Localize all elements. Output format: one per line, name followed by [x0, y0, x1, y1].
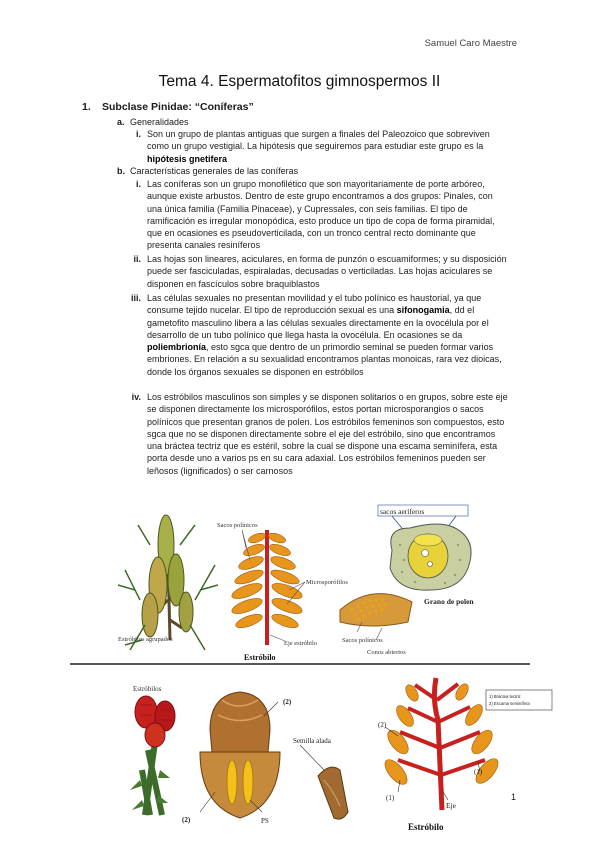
- item-number: ii.: [133, 254, 141, 264]
- subsection-a-label: a.: [117, 117, 125, 127]
- item-text: , dd el gametofito masculino libera a las células sexuales directamente en la ovocélula por el desarrollo de un tubo polínico que llega hasta la ovocélula. En ocasiones se da: [147, 305, 489, 340]
- item-number: iv.: [131, 392, 141, 402]
- subsection-a-title: Generalidades: [130, 117, 189, 127]
- label-sacos-polinicos-cono: Sacos polínicos: [342, 637, 383, 644]
- section-number: 1.: [82, 101, 91, 113]
- page-title: Tema 4. Espermatofitos gimnospermos II: [158, 73, 441, 90]
- male-strobilus-diagram: [230, 530, 305, 645]
- item-text: Las hojas son lineares, aciculares, en forma de punzón o escuamiformes; y su disposición puede ser fasciculadas, espiraladas, decusadas o verticiladas. Las hojas aciculares se disponen en fascículos sobre braquiblastos: [147, 254, 507, 289]
- item-bold-term: poliembrionía: [147, 342, 207, 353]
- label-microsporofilos: Microsporófilos: [306, 579, 348, 586]
- item-number: i.: [135, 179, 141, 189]
- item-bold-term: sifonogamia: [396, 305, 450, 316]
- label-estrobilo: Estróbilo: [244, 653, 276, 662]
- winged-seed-illustration: [300, 745, 348, 819]
- label-sacos-polinicos: Sacos polínicos: [217, 522, 258, 529]
- subsection-b-title: Características generales de las coníferas: [130, 166, 299, 176]
- female-cones-illustration: [130, 696, 175, 815]
- label-1-left: (1): [386, 794, 395, 802]
- label-estrobilos-agrupados: Estróbilos agrupados: [118, 636, 173, 643]
- item-bold-term: hipótesis gnetifera: [147, 153, 228, 164]
- page-number: 1: [511, 792, 517, 802]
- item-number: i.: [135, 129, 141, 139]
- item-text: Son un grupo de plantas antiguas que surgen a finales del Paleozoico que sobreviven como un grupo vestigial. La hipótesis que seguiremos para estudiar este grupo es la: [147, 129, 490, 152]
- item-text: Los estróbilos masculinos son simples y se disponen solitarios o en grupos, sobre este eje se disponen directamente los microsporófilos, estos portan microsporangios o sacos polínicos que presentan granos de polen. Los estróbilos femeninos son compuestos, esto sgca que no se disponen directamente sobre el eje del estróbilo, sino que encontramos una bráctea tectriz que es estéril, sobre la cual se dispone una escama seminífera, esta porta desde uno a varios ps en su cara adaxial. Los estróbilos femeninos pueden ser leñosos (lignificados) o ser carnosos: [147, 392, 508, 476]
- male-cone-cluster-illustration: [118, 515, 218, 650]
- author-name: Samuel Caro Maestre: [424, 38, 517, 49]
- item-number: iii.: [130, 293, 141, 303]
- label-2-scale-top: (2): [283, 698, 292, 706]
- item-text: Las coníferas son un grupo monofilético que son mayoritariamente de porte arbóreo, aunque existe arbustos. Dentro de este grupo encontramos a dos grupos: Pinales, con una única familia (Familia Pinaceae), y Cupressales, con seis familias. El tipo de ramificación es irregular monopódica, esto produce un tipo de copa de forma piramidal, que en ocasiones es pseudoverticilada, con un tronco central recto dominante que presenta canales resiníferos: [147, 179, 495, 251]
- label-2-scale-bottom: (2): [182, 816, 191, 824]
- legend-bractea: 1) Bráctea tectriz: [489, 694, 521, 699]
- section-title: Subclase Pinidae: “Coníferas”: [102, 101, 254, 113]
- item-text: , esto sgca que dentro de un primordio seminal se pueden formar varios embriones. En relación a su sexualidad encontramos plantas monoicas, rara vez dioicas, donde los órganos sexuales se disponen en estróbilos: [147, 342, 502, 377]
- label-sacos-aeriferos: sacos aeríferos: [380, 507, 425, 516]
- subsection-b-label: b.: [117, 166, 125, 176]
- label-grano-polen: Grano de polen: [424, 597, 474, 606]
- label-eje: Eje: [446, 801, 456, 810]
- pollen-grain-diagram: [378, 505, 471, 590]
- female-strobilus-diagram: [381, 678, 552, 810]
- label-ps: PS: [261, 817, 269, 825]
- item-text: Las células sexuales no presentan movilidad y el tubo polínico es haustorial, ya que consume tejido nucelar. El tipo de reproducción sexual es una: [147, 293, 482, 316]
- label-estrobilos: Estróbilos: [133, 685, 162, 693]
- label-conos-abiertos: Conos abiertos: [367, 649, 406, 656]
- label-1-right: (1): [474, 768, 483, 776]
- label-2-strobilus: (2): [378, 721, 387, 729]
- label-semilla-alada: Semilla alada: [293, 737, 331, 745]
- label-estrobilo-female: Estróbilo: [408, 822, 444, 832]
- label-eje-estrobilo: Eje estróbilo: [284, 640, 318, 647]
- pollen-sac-cone-illustration: [340, 594, 412, 640]
- seed-scale-diagram: [200, 692, 280, 818]
- legend-escama: 2) Escama seminífera: [489, 701, 530, 706]
